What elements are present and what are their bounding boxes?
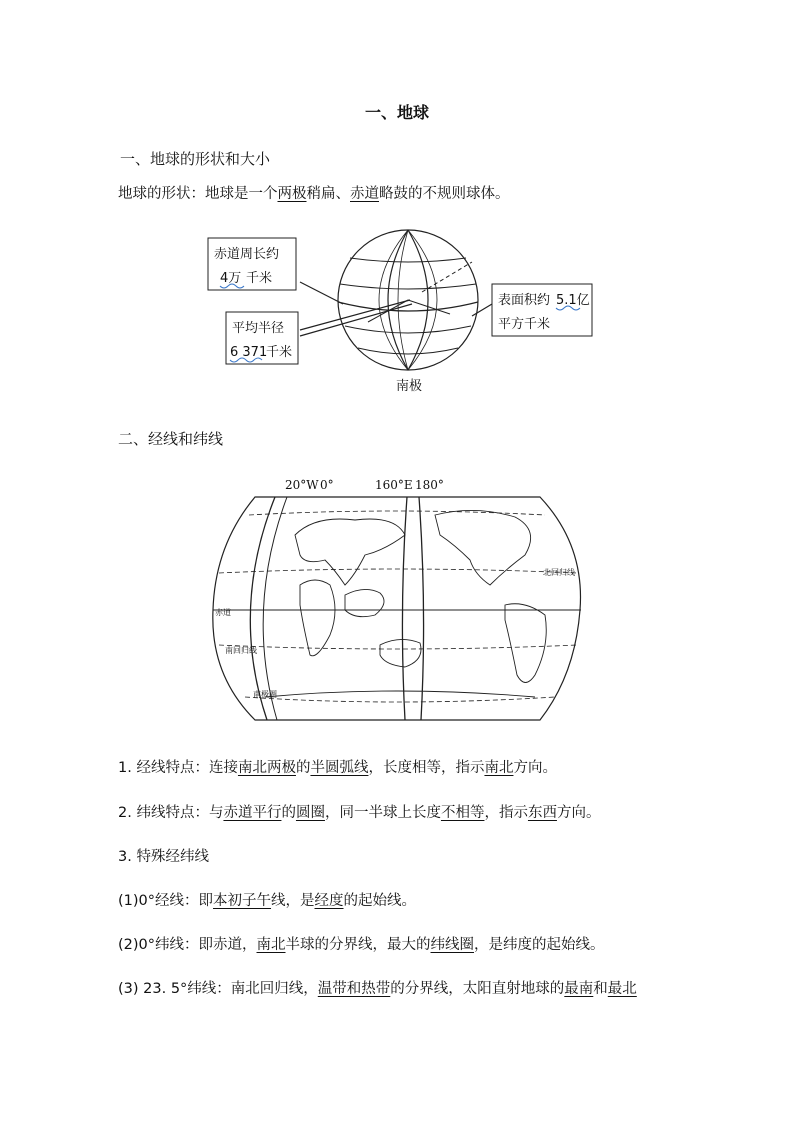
blank-answer: 最南 [564, 981, 594, 997]
equator-value: 4万 [220, 271, 242, 286]
blank-answer: 最北 [607, 981, 637, 997]
label-20w: 20°W [285, 478, 319, 492]
text: 纬线特点：与 [136, 805, 224, 821]
blank-answer: 圆圈 [295, 805, 325, 821]
blank-answer: 经度 [314, 893, 344, 909]
text: 经线特点：连接 [136, 760, 238, 776]
text: ，长度相等，指示 [368, 760, 485, 776]
blank-answer: 两极 [277, 186, 307, 202]
section-heading-shape-size: 一、地球的形状和大小 [120, 150, 271, 168]
text: 2. [118, 805, 137, 821]
blank-answer: 南北 [256, 937, 286, 953]
blank-answer: 不相等 [440, 805, 485, 821]
item-5 [118, 933, 605, 954]
text: 地球的形状：地球是一个 [118, 186, 278, 202]
blank-answer: 南北 [484, 760, 514, 776]
text: (2)0°纬线：即赤道， [118, 937, 257, 953]
south-pole-label: 南极 [396, 379, 423, 394]
label-160e: 160°E [375, 478, 413, 492]
item-3: 3. 特殊经纬线 [118, 849, 209, 865]
map-outline [213, 497, 581, 720]
blank-answer: 南北两极 [237, 760, 296, 776]
text: (3) 23. 5°纬线：南北回归线， [118, 981, 318, 997]
world-map [205, 475, 590, 725]
text: 的 [281, 805, 296, 821]
blank-answer: 赤道平行 [223, 805, 282, 821]
label-180: 180° [415, 478, 444, 492]
section-heading-meridians: 二、经线和纬线 [118, 430, 224, 448]
area-unit: 平方千米 [498, 317, 551, 332]
radius-value: 6 371 [230, 345, 268, 360]
item-4 [118, 889, 416, 910]
area-value: 5.1亿 [556, 293, 590, 308]
text: 1. [118, 760, 137, 776]
text: 略鼓的不规则球体。 [379, 186, 510, 202]
text: 的 [295, 760, 311, 776]
blank-answer: 温带和热带 [317, 981, 391, 997]
text: 的起始线。 [343, 893, 417, 909]
blank-answer: 半圆弧线 [310, 760, 369, 776]
text: 和 [593, 981, 608, 997]
text: 方向。 [513, 760, 557, 776]
text: 方向。 [556, 805, 601, 821]
radius-label: 平均半径 [232, 321, 285, 336]
label-tropic-capricorn: 南回归线 [225, 646, 257, 655]
globe-diagram [200, 222, 600, 402]
text: ，指示 [484, 805, 528, 821]
text: 半球的分界线，最大的 [285, 937, 431, 953]
blank-answer: 纬线圈 [430, 937, 475, 953]
label-tropic-cancer: 北回归线 [543, 568, 575, 577]
equator-unit: 千米 [246, 271, 273, 286]
text: 的分界线，太阳直射地球的 [390, 981, 565, 997]
shape-sentence [118, 182, 510, 203]
area-label: 表面积约 [498, 293, 551, 308]
item-1 [118, 756, 557, 777]
item-6 [118, 977, 637, 998]
page-title: 一、地球 [364, 103, 429, 122]
radius-unit: 千米 [266, 345, 293, 360]
label-0: 0° [320, 478, 334, 492]
equator-label: 赤道周长约 [214, 247, 280, 262]
blank-answer: 东西 [527, 805, 557, 821]
text: ，同一半球上长度 [324, 805, 441, 821]
text: ，是纬度的起始线。 [474, 937, 605, 953]
label-equator: 赤道 [215, 608, 231, 617]
text: (1)0°经线：即 [118, 893, 214, 909]
item-2 [118, 801, 600, 822]
text: 稍扁、 [306, 186, 350, 202]
text: 线，是 [271, 893, 315, 909]
label-antarctic-circle: 南极圈 [253, 690, 277, 699]
blank-answer: 本初子午 [213, 893, 272, 909]
blank-answer: 赤道 [350, 186, 379, 202]
